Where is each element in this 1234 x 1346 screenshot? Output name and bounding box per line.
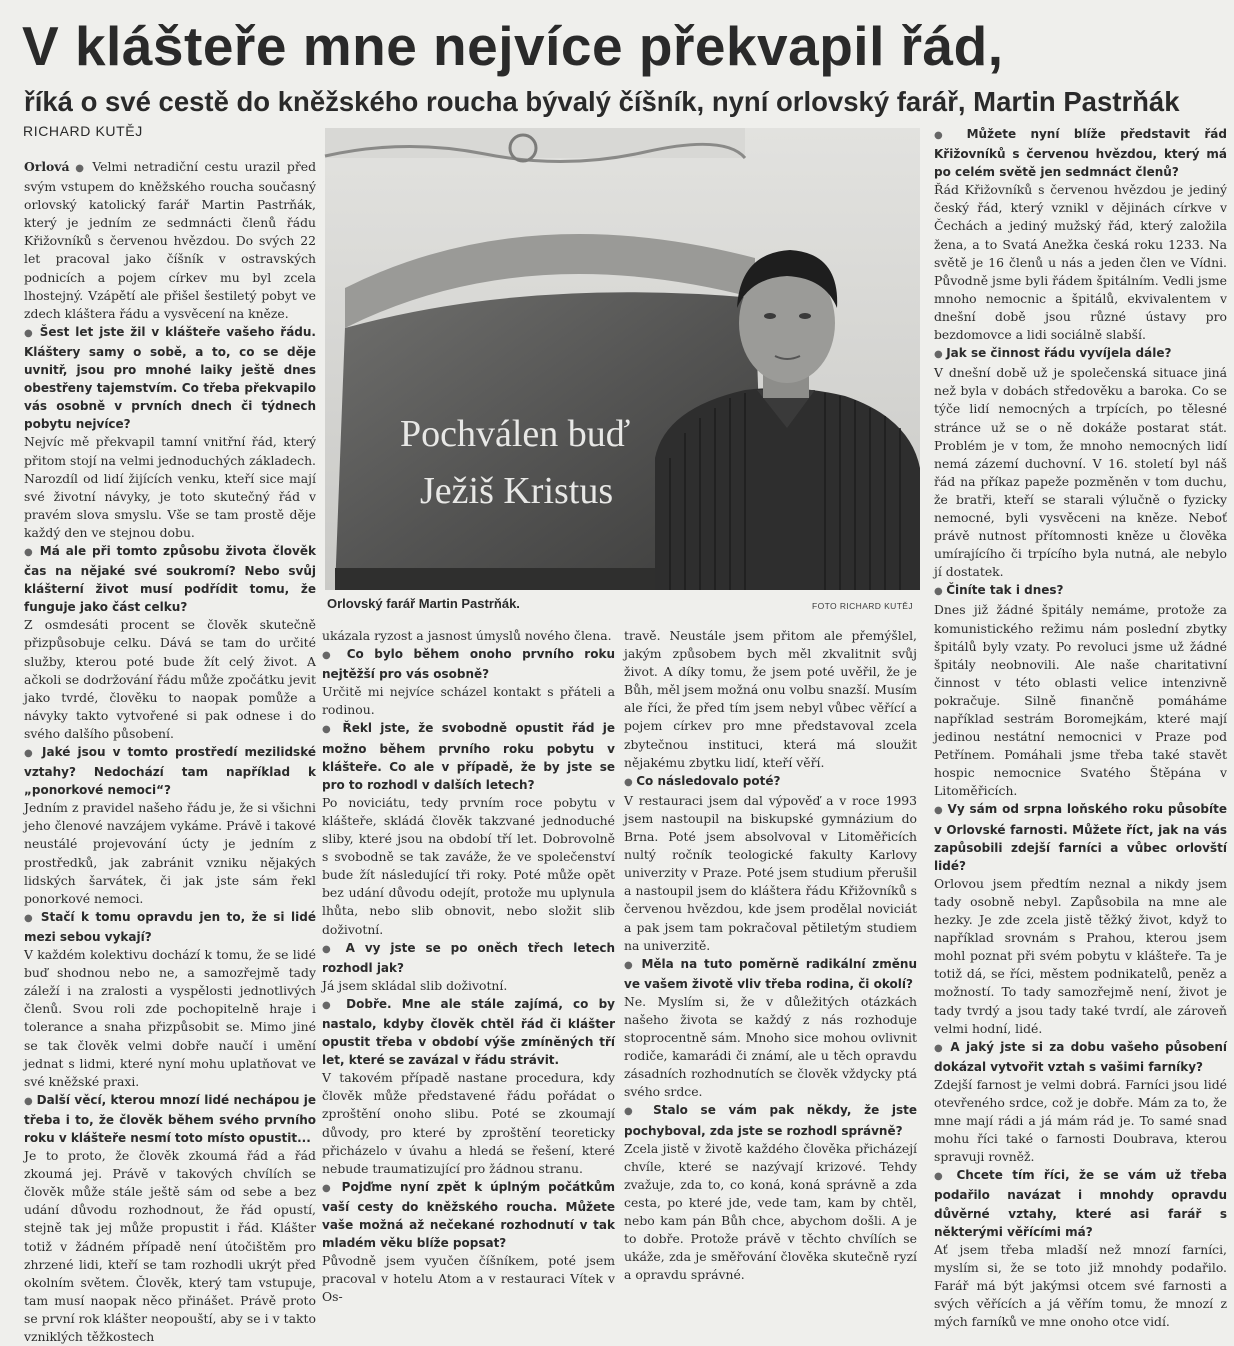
interview-answer: V každém kolektivu dochází k tomu, že se lidé buď shodnou nebo ne, a samozřejmě tady záleží i na zralosti a vyspělosti jednotlivých členů. Svou roli zde pochopitelně hraje i tolerance a snaha přizpůsobit se. Mimo jiné se tak člověk velmi dobře naučí i umění jednat s lidmi, které nyní mohu uplatňovat ve své kněžské praxi. (24, 947, 316, 1089)
question-text: Řekl jste, že svobodně opustit řád je možno během prvního roku pobytu v klášteře. Co ale v případě, že by jste se pro to rozhodl v dalších letech? (322, 721, 615, 792)
bullet-icon: ● (934, 130, 967, 141)
interview-answer: V takovém případě nastane procedura, kdy člověk může představené řádu pořádat o zproštění onoho slibu. Poté se zkoumají důvody, pro které by zproštění teoreticky přicházelo v úvahu a hledá se řešení, které nebude traumatizující pro žádnou stranu. (322, 1070, 615, 1176)
photo-illustration (325, 128, 920, 590)
question-text: Vy sám od srpna loňského roku působíte v Orlovské farnosti. Můžete říct, jak na vás zapůsobili zdejší farníci a vůbec orlovští lidé? (934, 802, 1227, 873)
question-text: Pojďme nyní zpět k úplným počátkům vaší cesty do kněžského roucha. Můžete vaše možná až nečekané rozhodnutí v tak mladém věku blíže popsat? (322, 1179, 615, 1251)
bullet-icon: ● (624, 959, 642, 971)
interview-question (322, 1178, 615, 1252)
interview-question (24, 908, 316, 946)
byline: RICHARD KUTĚJ (23, 123, 143, 139)
interview-answer: Dnes již žádné špitály nemáme, protože za komunistického režimu nám poslední zbytky špitálů byly vzaty. Po revoluci jsme už žádné špitály neobnovili. Ale naše charitativní činnost v této oblasti velice intenzivně pokračuje. Silně finančně pomáháme například sestrám Boromejkám, které mají jedinou nestátní nemocnici v Praze pod Petřínem. Pomáhali jsme třeba také stavět hospic nemocnice Svatého Štěpána v Litoměřicích. (934, 602, 1227, 799)
interview-answer: Orlovou jsem předtím neznal a nikdy jsem tady osobně nebyl. Zapůsobila na mne ale hezky. Je zde zcela jistě těžký život, když to například srovnám s Prahou, kterou jsem mohl poznat při svém pobytu v klášteře. Ta je totiž dá, se říci, městem podnikatelů, peněz a možností. To tady samozřejmě není, život je tady tvrdý a jsou tady také tvrdí, ale zároveň velmi hodní, lidé. (934, 875, 1227, 1036)
interview-question (934, 800, 1227, 874)
interview-answer: Z osmdesáti procent se člověk skutečně přizpůsobuje celku. Dává se tam do určité služby, kterou poté bude žít celý život. A ačkoli se dodržování řádu může zpočátku jevit jako tvrdé, člověku to naopak pomůže a návyky takto vytvořené si pak odnese i do svého dalšího působení. (24, 617, 316, 741)
bullet-icon: ● (69, 163, 93, 174)
bullet-icon: ● (322, 999, 347, 1011)
question-text: A jaký jste si za dobu vašeho působení dokázal vytvořit vztah s vašimi farníky? (934, 1039, 1227, 1074)
bullet-icon: ● (322, 1182, 342, 1194)
bullet-icon: ● (24, 1095, 37, 1107)
intro-paragraph (24, 158, 316, 323)
interview-answer: Nejvíc mě překvapil tamní vnitřní řád, který přitom stojí na velmi jednoduchých základech. Narozdíl od lidí žijících venku, kteří sice mají své životní návyky, je toto skutečný řád v pravém slova smyslu. Vše se tam prostě děje každý den ve stejnou dobu. (24, 434, 316, 540)
bullet-icon: ● (934, 586, 947, 598)
interview-question (624, 955, 917, 993)
question-text: Chcete tím říci, že se vám už třeba podařilo navázat i mnohdy opravdu důvěrné vztahy, které asi farář s některými věřícími má? (934, 1168, 1227, 1239)
question-text: Stačí k tomu opravdu jen to, že si lidé mezi sebou vykají? (24, 909, 316, 944)
question-text: Dobře. Mne ale stále zajímá, co by nastalo, kdyby člověk chtěl řád či klášter opustit třeba v období výše zmíněných tří let, které se zavázal v řádu strávit. (322, 996, 615, 1068)
question-text: Jaké jsou v tomto prostředí mezilidské vztahy? Nedochází tam například k „ponorkové nemoci“? (24, 745, 316, 798)
article-photo (325, 128, 920, 590)
headline: V klášteře mne nejvíce překvapil řád, (22, 15, 1004, 77)
bullet-icon: ● (934, 349, 947, 361)
interview-question (24, 323, 316, 434)
interview-answer: Ať jsem třeba mladší než mnozí farníci, myslím si, že se toto již mnohdy podařilo. Farář má být jakýmsi otcem své farnosti a svých věřících a já věřím tomu, že mnozí z mých farníků ve mne onoho otce vidí. (934, 1241, 1227, 1330)
question-text: Můžete nyní blíže představit řád Křižovníků s červenou hvězdou, který má po celém světě jen sedmnáct členů? (934, 127, 1227, 180)
interview-answer: Zdejší farnost je velmi dobrá. Farníci jsou lidé otevřeného srdce, což je dobře. Mám za to, že mne mají rádi a já mám rád je. To samé snad mohu říci také o farnosti Doubrava, kterou spravuji rovněž. (934, 1076, 1227, 1165)
bullet-icon: ● (322, 943, 346, 955)
interview-question (322, 995, 615, 1069)
interview-question (24, 1091, 316, 1147)
interview-answer: ukázala ryzost a jasnost úmyslů nového člena. (322, 628, 612, 643)
question-text: Jak se činnost řádu vyvíjela dále? (946, 346, 1172, 361)
interview-answer: Já jsem skládal slib doživotní. (322, 977, 508, 993)
question-text: Stalo se vám pak někdy, že jste pochyboval, zda jste se rozhodl správně? (624, 1103, 917, 1138)
photo-credit: FOTO RICHARD KUTĚJ (812, 601, 914, 611)
question-text: Činíte tak i dnes? (946, 583, 1064, 598)
subheadline: říká o své cestě do kněžského roucha bývalý číšník, nyní orlovský farář, Martin Pastrňák (24, 86, 1180, 117)
article-column-4 (934, 125, 1227, 1330)
interview-question (24, 542, 316, 616)
bullet-icon: ● (934, 805, 948, 817)
interview-answer: Zcela jistě v životě každého člověka přicházejí chvíle, které se nazývají krizové. Tehdy zvažuje, zda to, co koná, koná správně a zda cesta, po které jde, vede tam, kam by chtěl, nebo kam pán Bůh chce, abychom došli. A je to dobře. Protože právě v těchto chvílích se ukáže, zda je směřování člověka skutečně ryzí a opravdu správné. (624, 1140, 917, 1283)
photo-caption: Orlovský farář Martin Pastrňák. (327, 596, 520, 611)
intro-text: Velmi netradiční cestu urazil před svým vstupem do kněžského roucha současný orlovský katolický farář Martin Pastrňák, který je jedním ze sedmnácti členů řádu Křižovníků s červenou hvězdou. Do svých 22 let pracoval jako číšník v ostravských podnicích a pojem církev mu byl zcela lhostejný. Vzápětí ale přišel šestiletý pobyt ve zdech kláštera řádu a vysvěcení na kněze. (24, 159, 317, 321)
interview-answer: Jedním z pravidel našeho řádu je, že si všichni jeho členové navzájem vykáme. Právě i takové neustálé projevování úcty je jedním z prostředků, jak zabránit vzniku nějakých lidských šarvátek, či jak jste sám řekl ponorkové nemoci. (24, 800, 316, 906)
bullet-icon: ● (24, 748, 43, 759)
interview-answer: V restauraci jsem dal výpověď a v roce 1993 jsem nastoupil na biskupské gymnázium do Brna. Poté jsem absolvoval v Litoměřicích nultý ročník teologické fakulty Karlovy univerzity v Praze. Poté jsem studium přerušil a nastoupil jsem do kláštera řádu Křižovníků s červenou hvězdou, kde jsem prodělal noviciát a pak jsem tam pokračoval pětiletým studiem na univerzitě. (624, 792, 917, 953)
interview-answer: travě. Neustále jsem přitom ale přemýšlel, jakým způsobem bych měl zkvalitnit svůj život. A díky tomu, že jsem poté uvěřil, že je Bůh, měl jsem možná onu volbu snazší. Musím ale říci, že před tím jsem nebyl vůbec věřící a pojem církev pro mne představoval zcela zbytečnou instituci, která má sloužit nějakému zbytku lidí, kteří věří. (624, 628, 918, 770)
article-column-1 (24, 158, 317, 1344)
interview-question (934, 1038, 1227, 1076)
interview-answer: Řád Křižovníků s červenou hvězdou je jediný český řád, který vznikl v dějinách církve v Čechách a jediný mužský řád, který založila žena, a to Svatá Anežka česká roku 1233. Na světě je 16 členů u nás a jeden člen ve Vídni. Původně jsme byli řádem špitálním. Vedli jsme mnoho nemocnic a špitálů, ekvivalentem v dnešní době jsou různé ústavy pro bezdomovce a lidi sociálně slabší. (934, 182, 1227, 343)
question-text: Šest let jste žil v klášteře vašeho řádu. Kláštery samy o sobě, a to, co se děje uvnitř, jsou pro mnohé laiky ještě dnes obestřeny tajemstvím. Co třeba překvapilo vás osobně v prvních dnech či týdnech pobytu nejvíce? (24, 324, 316, 432)
interview-question (934, 344, 1227, 364)
interview-question (624, 1101, 917, 1139)
bullet-icon: ● (322, 650, 347, 662)
dateline: Orlová (24, 159, 70, 174)
plaque-line-1: Pochválen buď (400, 413, 631, 455)
bullet-icon: ● (624, 776, 637, 788)
interview-question (624, 772, 917, 792)
interview-question (322, 939, 615, 977)
interview-question (322, 645, 615, 683)
bullet-icon: ● (24, 912, 41, 924)
question-text: A vy jste se po oněch třech letech rozhodl jak? (322, 940, 615, 975)
plaque-line-2: Ježiš Kristus (420, 470, 614, 512)
bullet-icon: ● (934, 1171, 957, 1183)
interview-answer: Původně jsem vyučen číšníkem, poté jsem pracoval v hotelu Atom a v restauraci Vítek v Os- (322, 1253, 615, 1305)
question-text: Co bylo během onoho prvního roku nejtěžší pro vás osobně? (322, 647, 615, 682)
interview-question (934, 1166, 1227, 1240)
article-column-3 (624, 627, 918, 1283)
bullet-icon: ● (24, 546, 40, 558)
interview-question (934, 581, 1227, 601)
bullet-icon: ● (624, 1106, 654, 1118)
interview-question (24, 743, 316, 799)
bullet-icon: ● (322, 724, 343, 736)
interview-answer: Po noviciátu, tedy prvním roce pobytu v klášteře, skládá člověk takzvané jednoduché sliby, které jsou na období tří let. Dobrovolně s svobodně se tak zaváže, že ve společenství bude žít následující tři roky. Poté může opět bez udání důvodu odejít, protože mu uplynula lhůta, nebo slib obnovit, nebo složit slib doživotní. (322, 794, 615, 937)
bullet-icon: ● (24, 327, 40, 339)
bullet-icon: ● (934, 1042, 951, 1054)
interview-question (322, 719, 615, 793)
article-column-2 (322, 627, 615, 1305)
interview-answer: Určitě mi nejvíce scházel kontakt s přáteli a rodinou. (322, 684, 615, 718)
interview-answer: Je to proto, že člověk zkoumá řád a řád zkoumá jej. Právě v takových chvílích se člověk může stále ještě sám od sebe a bez udání důvodu rozhodnout, že řád opustí, stejně tak jej může propustit i řád. Klášter totiž v žádném případě není útočištěm pro zhrzené lidi, kteří se tam rozhodli ukrýt před okolním světem. Člověk, který tam vstupuje, tam musí naopak něco přinášet. Právě proto se první rok klášter neopouští, aby se i v takto vzniklých těžkostech (24, 1148, 316, 1344)
interview-answer: V dnešní době už je společenská situace jiná než byla v dobách středověku a baroka. Co se týče lidí nemocných a trpících, po tělesné stránce už se o ně dokáže postarat stát. Problém je v tom, že mnoho nemocných lidí nemá zázemí duchovní. V 16. století byl náš řád na příkaz papeže pozměněn v tom duchu, že bratři, kteří se starali výlučně o fyzicky nemocné, byli vysvěceni na kněze. Neboť právě nutnost přítomnosti kněze u člověka umírajícího či trpícího byla nutná, ale nebylo jí dostatek. (934, 365, 1227, 580)
interview-question (934, 125, 1227, 181)
question-text: Měla na tuto poměrně radikální změnu ve vašem životě vliv třeba rodina, či okolí? (624, 956, 917, 991)
question-text: Co následovalo poté? (636, 773, 781, 788)
question-text: Další věcí, kterou mnozí lidé nechápou je třeba i to, že člověk během svého prvního roku v klášteře nesmí toto místo opustit... (24, 1092, 316, 1145)
question-text: Má ale při tomto způsobu života člověk čas na nějaké své soukromí? Nebo svůj klášterní život musí podřídit tomu, že funguje jako část celku? (24, 543, 316, 615)
interview-answer: Ne. Myslím si, že v důležitých otázkách našeho života se každý z nás rozhoduje stoprocentně sám. Mnoho sice mohou ovlivnit rodiče, kamarádi či známí, ale u těch opravdu zásadních rozhodnutích se člověk vždycky ptá svého srdce. (624, 993, 917, 1100)
